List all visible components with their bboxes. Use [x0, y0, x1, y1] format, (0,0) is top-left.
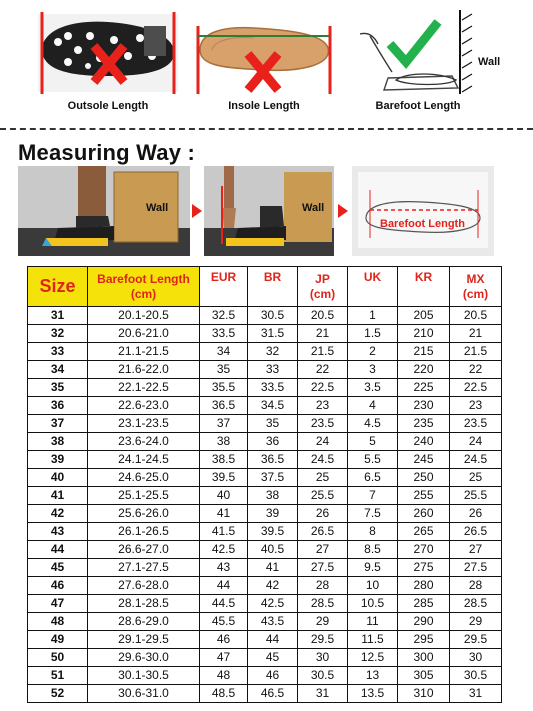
cell-uk: 13.5 — [348, 685, 398, 703]
step2-wall-label: Wall — [302, 202, 325, 214]
table-row — [28, 469, 502, 487]
cell-size: 32 — [28, 325, 88, 343]
cell-kr: 230 — [398, 397, 450, 415]
cell-jp: 20.5 — [298, 307, 348, 325]
cell-mx: 29.5 — [450, 631, 502, 649]
cell-br: 31.5 — [248, 325, 298, 343]
cell-jp: 22.5 — [298, 379, 348, 397]
cell-uk: 10 — [348, 577, 398, 595]
cell-barefoot-length: 24.1-24.5 — [88, 451, 200, 469]
size-chart-table — [27, 266, 502, 703]
cell-mx: 20.5 — [450, 307, 502, 325]
cell-jp: 22 — [298, 361, 348, 379]
cell-eur: 46 — [200, 631, 248, 649]
cell-jp: 28 — [298, 577, 348, 595]
cell-mx: 22.5 — [450, 379, 502, 397]
cell-br: 36.5 — [248, 451, 298, 469]
cell-uk: 7.5 — [348, 505, 398, 523]
cell-size: 40 — [28, 469, 88, 487]
cell-barefoot-length: 29.1-29.5 — [88, 631, 200, 649]
cell-mx: 27 — [450, 541, 502, 559]
measuring-way-title: Measuring Way : — [18, 140, 195, 165]
cell-mx: 26.5 — [450, 523, 502, 541]
cell-size: 34 — [28, 361, 88, 379]
cell-kr: 210 — [398, 325, 450, 343]
cell-br: 35 — [248, 415, 298, 433]
cell-br: 40.5 — [248, 541, 298, 559]
cell-uk: 2 — [348, 343, 398, 361]
header-barefoot-length — [88, 267, 200, 307]
cell-eur: 37 — [200, 415, 248, 433]
table-row — [28, 649, 502, 667]
cell-barefoot-length: 30.1-30.5 — [88, 667, 200, 685]
table-row — [28, 415, 502, 433]
table-row — [28, 307, 502, 325]
cell-uk: 3 — [348, 361, 398, 379]
cell-barefoot-length: 25.1-25.5 — [88, 487, 200, 505]
table-row — [28, 487, 502, 505]
table-row — [28, 631, 502, 649]
cell-uk: 11 — [348, 613, 398, 631]
step3-photo — [352, 166, 494, 256]
arrow-icon — [192, 204, 202, 218]
cell-kr: 225 — [398, 379, 450, 397]
cell-eur: 39.5 — [200, 469, 248, 487]
cell-size: 48 — [28, 613, 88, 631]
cell-size: 49 — [28, 631, 88, 649]
cell-uk: 3.5 — [348, 379, 398, 397]
cell-barefoot-length: 25.6-26.0 — [88, 505, 200, 523]
cell-size: 31 — [28, 307, 88, 325]
header-barefoot-line2: (cm) — [130, 286, 157, 301]
barefoot-image — [348, 6, 488, 98]
cell-uk: 8 — [348, 523, 398, 541]
cell-eur: 41 — [200, 505, 248, 523]
step1-image — [18, 166, 190, 256]
table-row — [28, 523, 502, 541]
cell-uk: 9.5 — [348, 559, 398, 577]
cell-mx: 21 — [450, 325, 502, 343]
cell-size: 50 — [28, 649, 88, 667]
cell-mx: 21.5 — [450, 343, 502, 361]
table-row — [28, 397, 502, 415]
insole-caption: Insole Length — [228, 100, 300, 112]
header-size: Size — [28, 267, 88, 307]
cell-barefoot-length: 24.6-25.0 — [88, 469, 200, 487]
cell-mx: 30 — [450, 649, 502, 667]
cell-eur: 48.5 — [200, 685, 248, 703]
cell-uk: 4.5 — [348, 415, 398, 433]
outsole-image — [38, 6, 178, 98]
cell-eur: 43 — [200, 559, 248, 577]
cell-kr: 300 — [398, 649, 450, 667]
cell-barefoot-length: 28.6-29.0 — [88, 613, 200, 631]
header-barefoot-line1: Barefoot Length — [97, 271, 190, 286]
cell-size: 45 — [28, 559, 88, 577]
cell-size: 42 — [28, 505, 88, 523]
cell-eur: 44.5 — [200, 595, 248, 613]
cell-kr: 205 — [398, 307, 450, 325]
cell-jp: 29.5 — [298, 631, 348, 649]
cell-eur: 41.5 — [200, 523, 248, 541]
table-row — [28, 685, 502, 703]
cell-barefoot-length: 29.6-30.0 — [88, 649, 200, 667]
cell-barefoot-length: 28.1-28.5 — [88, 595, 200, 613]
cell-barefoot-length: 23.1-23.5 — [88, 415, 200, 433]
cell-eur: 48 — [200, 667, 248, 685]
step1-wall-label: Wall — [146, 202, 169, 214]
cell-eur: 33.5 — [200, 325, 248, 343]
cell-size: 44 — [28, 541, 88, 559]
cell-mx: 24.5 — [450, 451, 502, 469]
cell-kr: 305 — [398, 667, 450, 685]
cell-br: 30.5 — [248, 307, 298, 325]
cell-mx: 22 — [450, 361, 502, 379]
step2-image — [204, 166, 334, 256]
cell-kr: 245 — [398, 451, 450, 469]
header-mx: MX (cm) — [450, 267, 502, 307]
cell-br: 37.5 — [248, 469, 298, 487]
cell-kr: 255 — [398, 487, 450, 505]
cell-jp: 28.5 — [298, 595, 348, 613]
cell-barefoot-length: 27.1-27.5 — [88, 559, 200, 577]
cell-uk: 1 — [348, 307, 398, 325]
cell-kr: 220 — [398, 361, 450, 379]
table-row — [28, 343, 502, 361]
cell-size: 36 — [28, 397, 88, 415]
cell-mx: 30.5 — [450, 667, 502, 685]
cell-br: 42.5 — [248, 595, 298, 613]
cell-kr: 285 — [398, 595, 450, 613]
cell-size: 46 — [28, 577, 88, 595]
cell-kr: 290 — [398, 613, 450, 631]
cell-uk: 5.5 — [348, 451, 398, 469]
insole-panel — [194, 6, 334, 98]
cell-kr: 250 — [398, 469, 450, 487]
cell-jp: 27 — [298, 541, 348, 559]
cell-size: 35 — [28, 379, 88, 397]
cell-uk: 13 — [348, 667, 398, 685]
cell-br: 46 — [248, 667, 298, 685]
cell-uk: 11.5 — [348, 631, 398, 649]
cell-br: 41 — [248, 559, 298, 577]
cell-mx: 28 — [450, 577, 502, 595]
cell-mx: 23.5 — [450, 415, 502, 433]
cell-br: 38 — [248, 487, 298, 505]
cell-uk: 10.5 — [348, 595, 398, 613]
cell-size: 51 — [28, 667, 88, 685]
header-jp: JP (cm) — [298, 267, 348, 307]
table-row — [28, 451, 502, 469]
wall-label: Wall — [478, 56, 501, 68]
cell-kr: 260 — [398, 505, 450, 523]
cell-uk: 12.5 — [348, 649, 398, 667]
cell-eur: 32.5 — [200, 307, 248, 325]
cell-jp: 29 — [298, 613, 348, 631]
cell-eur: 40 — [200, 487, 248, 505]
cell-jp: 21 — [298, 325, 348, 343]
cell-uk: 7 — [348, 487, 398, 505]
cell-mx: 27.5 — [450, 559, 502, 577]
cell-jp: 25.5 — [298, 487, 348, 505]
cell-mx: 25 — [450, 469, 502, 487]
cell-br: 46.5 — [248, 685, 298, 703]
cell-mx: 25.5 — [450, 487, 502, 505]
table-row — [28, 595, 502, 613]
table-row — [28, 613, 502, 631]
cell-jp: 23 — [298, 397, 348, 415]
cell-barefoot-length: 22.6-23.0 — [88, 397, 200, 415]
cell-jp: 26 — [298, 505, 348, 523]
cell-eur: 45.5 — [200, 613, 248, 631]
step3-barefoot-label: Barefoot Length — [380, 218, 465, 230]
cell-kr: 310 — [398, 685, 450, 703]
cell-br: 36 — [248, 433, 298, 451]
barefoot-panel — [348, 6, 488, 98]
cell-size: 43 — [28, 523, 88, 541]
table-row — [28, 379, 502, 397]
cell-jp: 24 — [298, 433, 348, 451]
table-row — [28, 361, 502, 379]
cell-size: 33 — [28, 343, 88, 361]
table-row — [28, 667, 502, 685]
cell-mx: 28.5 — [450, 595, 502, 613]
cell-jp: 26.5 — [298, 523, 348, 541]
cell-jp: 30 — [298, 649, 348, 667]
cell-size: 37 — [28, 415, 88, 433]
outsole-panel — [38, 6, 178, 98]
size-chart-body — [28, 307, 502, 703]
cell-kr: 235 — [398, 415, 450, 433]
cell-barefoot-length: 20.6-21.0 — [88, 325, 200, 343]
cell-uk: 5 — [348, 433, 398, 451]
cell-mx: 26 — [450, 505, 502, 523]
header-kr: KR — [398, 267, 450, 307]
cell-eur: 44 — [200, 577, 248, 595]
step3-image — [352, 166, 494, 256]
cell-br: 33 — [248, 361, 298, 379]
cell-br: 39 — [248, 505, 298, 523]
cell-br: 42 — [248, 577, 298, 595]
cell-br: 43.5 — [248, 613, 298, 631]
cell-eur: 36.5 — [200, 397, 248, 415]
cell-barefoot-length: 23.6-24.0 — [88, 433, 200, 451]
cell-size: 41 — [28, 487, 88, 505]
cell-br: 39.5 — [248, 523, 298, 541]
cell-uk: 6.5 — [348, 469, 398, 487]
cell-br: 45 — [248, 649, 298, 667]
cell-eur: 42.5 — [200, 541, 248, 559]
cell-eur: 35 — [200, 361, 248, 379]
cell-eur: 35.5 — [200, 379, 248, 397]
table-header-row — [28, 267, 502, 307]
cell-uk: 8.5 — [348, 541, 398, 559]
cell-jp: 24.5 — [298, 451, 348, 469]
measurement-comparison — [0, 0, 533, 125]
cell-mx: 31 — [450, 685, 502, 703]
cell-jp: 23.5 — [298, 415, 348, 433]
cell-uk: 4 — [348, 397, 398, 415]
cell-barefoot-length: 20.1-20.5 — [88, 307, 200, 325]
cell-size: 39 — [28, 451, 88, 469]
cell-barefoot-length: 26.6-27.0 — [88, 541, 200, 559]
cell-br: 44 — [248, 631, 298, 649]
cell-barefoot-length: 27.6-28.0 — [88, 577, 200, 595]
cell-br: 32 — [248, 343, 298, 361]
cell-mx: 23 — [450, 397, 502, 415]
cell-size: 52 — [28, 685, 88, 703]
cell-kr: 295 — [398, 631, 450, 649]
cell-kr: 265 — [398, 523, 450, 541]
table-row — [28, 559, 502, 577]
table-row — [28, 541, 502, 559]
cell-br: 34.5 — [248, 397, 298, 415]
cell-kr: 270 — [398, 541, 450, 559]
cell-jp: 30.5 — [298, 667, 348, 685]
header-uk: UK — [348, 267, 398, 307]
barefoot-caption: Barefoot Length — [375, 100, 461, 112]
cell-jp: 31 — [298, 685, 348, 703]
cell-mx: 29 — [450, 613, 502, 631]
cell-barefoot-length: 26.1-26.5 — [88, 523, 200, 541]
cell-eur: 38.5 — [200, 451, 248, 469]
header-eur: EUR — [200, 267, 248, 307]
cell-kr: 240 — [398, 433, 450, 451]
cell-kr: 280 — [398, 577, 450, 595]
cell-barefoot-length: 30.6-31.0 — [88, 685, 200, 703]
table-row — [28, 577, 502, 595]
cell-kr: 275 — [398, 559, 450, 577]
table-row — [28, 505, 502, 523]
cell-barefoot-length: 21.1-21.5 — [88, 343, 200, 361]
cell-jp: 27.5 — [298, 559, 348, 577]
dashed-divider — [0, 128, 533, 130]
arrow-icon — [338, 204, 348, 218]
cell-eur: 34 — [200, 343, 248, 361]
cell-uk: 1.5 — [348, 325, 398, 343]
cell-size: 38 — [28, 433, 88, 451]
cell-size: 47 — [28, 595, 88, 613]
cell-kr: 215 — [398, 343, 450, 361]
cell-br: 33.5 — [248, 379, 298, 397]
cell-jp: 25 — [298, 469, 348, 487]
table-row — [28, 325, 502, 343]
cell-eur: 47 — [200, 649, 248, 667]
cell-jp: 21.5 — [298, 343, 348, 361]
header-br: BR — [248, 267, 298, 307]
table-row — [28, 433, 502, 451]
cell-barefoot-length: 22.1-22.5 — [88, 379, 200, 397]
outsole-caption: Outsole Length — [67, 100, 149, 112]
insole-image — [194, 6, 334, 98]
cell-eur: 38 — [200, 433, 248, 451]
cell-mx: 24 — [450, 433, 502, 451]
measuring-steps — [0, 166, 533, 258]
cell-barefoot-length: 21.6-22.0 — [88, 361, 200, 379]
